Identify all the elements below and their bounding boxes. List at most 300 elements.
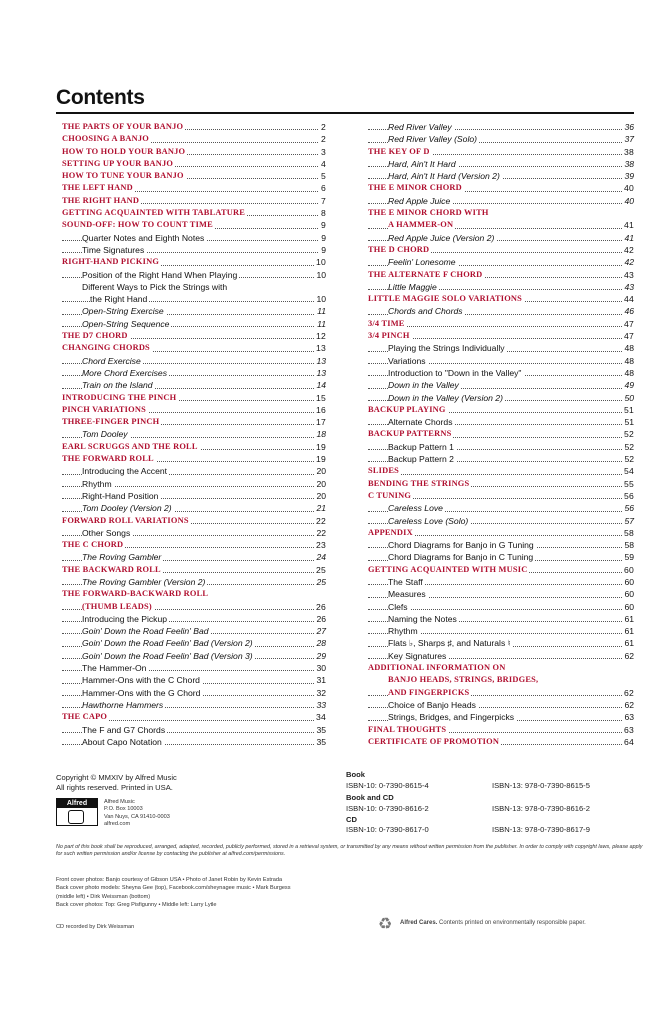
toc-page-number: 49: [624, 380, 634, 391]
toc-entry-title: Alternate Chords: [388, 417, 453, 428]
toc-entry-title: C TUNING: [368, 490, 412, 500]
page-title: Contents: [56, 86, 145, 109]
toc-entry-title: PINCH VARIATIONS: [62, 404, 146, 414]
toc-chapter-entry: [62, 441, 326, 453]
toc-entry-title: Measures: [388, 589, 426, 600]
toc-page-number: 38: [624, 146, 634, 157]
toc-page-number: 56: [624, 490, 634, 501]
publisher-city: Van Nuys, CA 91410-0003: [104, 813, 170, 820]
toc-chapter-entry: [62, 564, 326, 576]
toc-chapter-entry: [62, 207, 326, 219]
toc-page-number: 18: [316, 429, 326, 440]
toc-entry-title: Clefs: [388, 601, 408, 612]
toc-sub-entry: [62, 551, 326, 563]
toc-sub-entry: [62, 674, 326, 686]
toc-entry-title: 3/4 TIME: [368, 318, 405, 328]
toc-page-number: 64: [624, 736, 634, 747]
toc-page-number: 28: [316, 638, 326, 649]
toc-chapter-entry: [368, 330, 634, 342]
toc-page-number: 25: [316, 564, 326, 575]
toc-entry-title: The Roving Gambler: [82, 552, 162, 563]
toc-sub-entry: [62, 662, 326, 674]
toc-page-number: 58: [624, 527, 634, 538]
copyright-line: Copyright © MMXIV by Alfred Music: [56, 773, 177, 782]
toc-entry-title: The Hammer-On: [82, 663, 147, 674]
toc-chapter-entry: [62, 146, 326, 158]
toc-sub-entry: [62, 367, 326, 379]
toc-page-number: 41: [624, 220, 634, 231]
toc-entry-title: Flats ♭, Sharps ♯, and Naturals ♮: [388, 638, 511, 649]
toc-entry-title: THE RIGHT HAND: [62, 195, 140, 205]
toc-sub-entry: [62, 613, 326, 625]
toc-entry-title: THE D7 CHORD: [62, 331, 128, 341]
toc-sub-entry: [368, 539, 634, 551]
toc-entry-title: RIGHT-HAND PICKING: [62, 257, 160, 267]
toc-page-number: 60: [624, 564, 634, 575]
toc-sub-entry: [368, 170, 634, 182]
toc-entry-title: Red Apple Juice (Version 2): [388, 232, 495, 243]
toc-entry-title: Red Apple Juice: [388, 195, 451, 206]
toc-entry-title: BACKUP PLAYING: [368, 404, 446, 414]
toc-chapter-entry: [62, 416, 326, 428]
toc-sub-entry: [62, 305, 326, 317]
toc-right-column: [368, 121, 634, 748]
toc-chapter-entry: [62, 158, 326, 170]
toc-page-number: 13: [316, 355, 326, 366]
toc-page-number: 12: [316, 331, 326, 342]
toc-chapter-entry: [368, 527, 634, 539]
toc-entry-title: THE D CHORD: [368, 244, 430, 254]
toc-chapter-entry: [368, 404, 634, 416]
toc-entry-title: FINAL THOUGHTS: [368, 724, 447, 734]
toc-entry-title: THE BACKWARD ROLL: [62, 564, 161, 574]
toc-chapter-entry: [368, 724, 634, 736]
isbn-book-13: ISBN-13: 978-0-7390-8615-5: [492, 781, 590, 790]
toc-sub-entry: [368, 588, 634, 600]
toc-entry-title: INTRODUCING THE PINCH: [62, 392, 177, 402]
alfred-logo-text: Alfred: [57, 799, 97, 808]
toc-page-number: 41: [624, 232, 634, 243]
toc-entry-title: Choice of Banjo Heads: [388, 699, 476, 710]
toc-page-number: 15: [316, 392, 326, 403]
alfred-logo: [56, 798, 98, 826]
toc-entry-title: A HAMMER-ON: [388, 220, 454, 230]
photo-credits: [56, 876, 356, 910]
toc-page-number: 10: [316, 269, 326, 280]
publisher-name: Alfred Music: [104, 799, 135, 805]
toc-entry-title: Other Songs: [82, 527, 131, 538]
toc-page-number: 24: [316, 552, 326, 563]
toc-page-number: 36: [624, 122, 634, 132]
toc-entry-title: Different Ways to Pick the Strings with: [82, 281, 228, 292]
toc-page-number: 6: [321, 183, 326, 194]
publisher-box: P.O. Box 10003: [104, 806, 143, 813]
toc-sub-entry: [368, 133, 634, 145]
toc-page-number: 60: [624, 576, 634, 587]
toc-chapter-entry: [368, 293, 634, 305]
toc-sub-entry: [368, 367, 634, 379]
toc-page-number: 13: [316, 343, 326, 354]
toc-sub-entry: [62, 527, 326, 539]
toc-page-number: 33: [316, 699, 326, 710]
toc-entry-title: Down in the Valley (Version 2): [388, 392, 503, 403]
toc-page-number: 13: [316, 367, 326, 378]
toc-page-number: 47: [624, 318, 634, 329]
toc-entry-title: Hard, Ain't It Hard: [388, 158, 456, 169]
credit-line: (middle left) • Dirk Weissman (bottom): [56, 893, 151, 900]
toc-page-number: 43: [624, 281, 634, 292]
toc-entry-title: FORWARD ROLL VARIATIONS: [62, 515, 189, 525]
toc-entry-title: HOW TO TUNE YOUR BANJO: [62, 171, 184, 181]
toc-page-number: 38: [624, 158, 634, 169]
toc-entry-title: Chord Diagrams for Banjo in G Tuning: [388, 540, 534, 551]
toc-page-number: 56: [624, 503, 634, 514]
toc-chapter-entry: [368, 318, 634, 330]
toc-chapter-entry: [368, 478, 634, 490]
toc-entry-title: Introducing the Pickup: [82, 613, 168, 624]
recycle-icon: ♻: [378, 916, 393, 933]
toc-page-number: 19: [316, 441, 326, 452]
toc-entry-title: CHANGING CHORDS: [62, 343, 150, 353]
toc-sub-entry: [368, 355, 634, 367]
toc-sub-entry: [368, 392, 634, 404]
toc-page-number: 17: [316, 417, 326, 428]
toc-entry-title: The F and G7 Chords: [82, 724, 166, 735]
toc-chapter-entry: [368, 207, 634, 219]
toc-entry-title: THE KEY OF D: [368, 146, 430, 156]
toc-chapter-entry: [62, 219, 326, 231]
toc-page-number: 43: [624, 269, 634, 280]
toc-entry-title: Backup Pattern 2: [388, 454, 454, 465]
toc-chapter-entry: [62, 588, 326, 600]
toc-entry-title: Playing the Strings Individually: [388, 343, 505, 354]
toc-sub-entry: [62, 724, 326, 736]
toc-entry-title: HOW TO HOLD YOUR BANJO: [62, 146, 186, 156]
toc-entry-title: GETTING ACQUAINTED WITH TABLATURE: [62, 208, 246, 218]
toc-sub-entry: [62, 736, 326, 748]
toc-entry-title: THREE-FINGER PINCH: [62, 417, 160, 427]
toc-chapter-entry: [368, 490, 634, 502]
toc-page-number: 14: [316, 380, 326, 391]
toc-entry-title: CHOOSING A BANJO: [62, 134, 149, 144]
toc-entry-title: Train on the Island: [82, 380, 153, 391]
toc-page-number: 3: [321, 146, 326, 157]
toc-sub-entry: [62, 625, 326, 637]
toc-page-number: 20: [316, 478, 326, 489]
toc-page-number: 2: [321, 134, 326, 145]
toc-sub-entry: [368, 699, 634, 711]
toc-sub-entry: [62, 428, 326, 440]
toc-page-number: 31: [316, 675, 326, 686]
isbn-cd-label: CD: [346, 815, 357, 824]
toc-entry-title: SLIDES: [368, 466, 399, 476]
isbn-bookcd-label: Book and CD: [346, 793, 394, 802]
alfred-cares-note: [400, 920, 586, 926]
toc-entry-title: Chords and Chords: [388, 306, 463, 317]
toc-entry-title: Right-Hand Position: [82, 490, 159, 501]
toc-sub-entry: [368, 379, 634, 391]
toc-entry-title: SETTING UP YOUR BANJO: [62, 158, 174, 168]
toc-sub-entry: [368, 637, 634, 649]
toc-page-number: 42: [624, 257, 634, 268]
toc-page-number: 9: [321, 220, 326, 231]
toc-chapter-entry: [368, 146, 634, 158]
toc-sub-entry: [62, 687, 326, 699]
toc-sub-entry: [368, 441, 634, 453]
toc-entry-title: Feelin' Lonesome: [388, 257, 456, 268]
toc-entry-title: Hawthorne Hammers: [82, 699, 164, 710]
toc-entry-title: Hammer-Ons with the G Chord: [82, 687, 201, 698]
toc-sub-entry: [368, 281, 634, 293]
toc-page-number: 62: [624, 687, 634, 698]
credit-line: Front cover photos: Banjo courtesy of Gibson USA • Photo of Janet Robin by Kevin Estrada: [56, 877, 283, 883]
toc-entry-title: Little Maggie: [388, 281, 437, 292]
toc-page-number: 7: [321, 195, 326, 206]
toc-page-number: 55: [624, 478, 634, 489]
toc-entry-title: The Roving Gambler (Version 2): [82, 576, 206, 587]
toc-page-number: 4: [321, 158, 326, 169]
toc-chapter-entry: [368, 219, 634, 231]
toc-entry-title: Tom Dooley: [82, 429, 128, 440]
toc-page-number: 26: [316, 601, 326, 612]
toc-entry-title: THE E MINOR CHORD: [368, 183, 462, 193]
toc-page-number: 46: [624, 306, 634, 317]
toc-sub-entry: [368, 121, 634, 133]
toc-chapter-entry: [62, 342, 326, 354]
toc-sub-entry: [62, 379, 326, 391]
isbn-book-10: ISBN-10: 0-7390-8615-4: [346, 781, 429, 790]
toc-sub-entry: [368, 305, 634, 317]
toc-page-number: 19: [316, 454, 326, 465]
toc-page-number: 61: [624, 638, 634, 649]
toc-entry-title: Careless Love: [388, 503, 443, 514]
toc-page-number: 22: [316, 515, 326, 526]
toc-sub-entry: [62, 244, 326, 256]
copyright-notice: No part of this book shall be reproduced, arranged, adapted, recorded, publicly performed, stored in a retrieval system, or transmitted by any means without written permission from the publisher. In order to comply with copyright laws, please apply for such written permission and/or license by contacting the publisher at alfred.com/permissions.: [56, 844, 643, 858]
toc-page-number: 51: [624, 417, 634, 428]
toc-page-number: 39: [624, 171, 634, 182]
toc-page-number: 34: [316, 712, 326, 723]
leader-dots: [368, 474, 634, 475]
toc-entry-title: Careless Love (Solo): [388, 515, 469, 526]
toc-entry-title: LITTLE MAGGIE SOLO VARIATIONS: [368, 294, 523, 304]
toc-page-number: 42: [624, 244, 634, 255]
toc-sub-entry: [368, 502, 634, 514]
toc-page-number: 26: [316, 613, 326, 624]
toc-page-number: 5: [321, 171, 326, 182]
toc-page-number: 62: [624, 699, 634, 710]
toc-page-number: 51: [624, 404, 634, 415]
toc-page-number: 29: [316, 650, 326, 661]
toc-entry-title: THE ALTERNATE F CHORD: [368, 269, 483, 279]
toc-page-number: 54: [624, 466, 634, 477]
toc-chapter-entry: [62, 182, 326, 194]
toc-entry-title: (THUMB LEADS): [82, 601, 152, 611]
toc-page-number: 22: [316, 527, 326, 538]
toc-chapter-entry: [62, 256, 326, 268]
toc-page-number: 47: [624, 331, 634, 342]
toc-page-number: 60: [624, 589, 634, 600]
toc-chapter-entry: [62, 601, 326, 613]
toc-entry-title: Key Signatures: [388, 650, 447, 661]
isbn-bookcd-13: ISBN-13: 978-0-7390-8616-2: [492, 804, 590, 813]
toc-entry-title: THE E MINOR CHORD WITH: [368, 208, 489, 218]
toc-page-number: 48: [624, 343, 634, 354]
toc-sub-entry: [62, 637, 326, 649]
toc-page-number: 52: [624, 429, 634, 440]
toc-entry-title: Time Signatures: [82, 244, 145, 255]
toc-page-number: 20: [316, 490, 326, 501]
toc-page-number: 10: [316, 257, 326, 268]
toc-sub-entry: [368, 625, 634, 637]
toc-page-number: 63: [624, 724, 634, 735]
toc-entry-title: THE PARTS OF YOUR BANJO: [62, 122, 184, 131]
toc-sub-entry: [62, 269, 326, 281]
toc-entry-title: The Staff: [388, 576, 423, 587]
toc-entry-title: the Right Hand: [90, 294, 148, 305]
toc-page-number: 9: [321, 244, 326, 255]
toc-page-number: 40: [624, 183, 634, 194]
toc-entry-title: Down in the Valley: [388, 380, 459, 391]
toc-entry-title: More Chord Exercises: [82, 367, 168, 378]
toc-sub-entry: [368, 613, 634, 625]
toc-entry-title: Naming the Notes: [388, 613, 457, 624]
toc-entry-title: Position of the Right Hand When Playing: [82, 269, 238, 280]
toc-entry-title: AND FINGERPICKS: [388, 687, 470, 697]
toc-page-number: 52: [624, 454, 634, 465]
toc-page-number: 20: [316, 466, 326, 477]
toc-chapter-entry: [368, 662, 634, 674]
toc-sub-entry: [368, 416, 634, 428]
toc-sub-entry: [368, 342, 634, 354]
toc-page-number: 57: [624, 515, 634, 526]
toc-entry-title: THE CAPO: [62, 712, 108, 722]
title-rule: [56, 112, 634, 114]
toc-sub-entry: [62, 465, 326, 477]
toc-entry-title: EARL SCRUGGS AND THE ROLL: [62, 441, 198, 451]
toc-chapter-entry: [368, 736, 634, 748]
toc-sub-entry: [62, 293, 326, 305]
toc-page-number: 62: [624, 650, 634, 661]
toc-entry-title: Open-String Exercise: [82, 306, 164, 317]
toc-page-number: 35: [316, 724, 326, 735]
toc-sub-entry: [62, 576, 326, 588]
toc-entry-title: Introducing the Accent: [82, 466, 168, 477]
isbn-cd-10: ISBN-10: 0-7390-8617-0: [346, 825, 429, 834]
toc-chapter-entry: [62, 392, 326, 404]
toc-page-number: 50: [624, 392, 634, 403]
toc-entry-title: About Capo Notation: [82, 736, 162, 747]
toc-page-number: 60: [624, 601, 634, 612]
toc-sub-entry: [368, 158, 634, 170]
toc-page-number: 61: [624, 613, 634, 624]
toc-page-number: 48: [624, 355, 634, 366]
toc-chapter-entry: [368, 269, 634, 281]
alfred-logo-mark: [68, 810, 84, 824]
toc-chapter-entry: [368, 465, 634, 477]
toc-page-number: 40: [624, 195, 634, 206]
toc-entry-title: CERTIFICATE OF PROMOTION: [368, 736, 500, 746]
toc-page-number: 58: [624, 540, 634, 551]
toc-sub-entry: [368, 551, 634, 563]
toc-page-number: 8: [321, 208, 326, 219]
cd-recorded-credit: CD recorded by Dirk Weissman: [56, 924, 135, 930]
toc-page-number: 63: [624, 712, 634, 723]
toc-sub-entry: [368, 576, 634, 588]
toc-chapter-entry: [62, 170, 326, 182]
toc-sub-entry: [368, 195, 634, 207]
toc-chapter-entry: [368, 564, 634, 576]
toc-chapter-entry: [62, 515, 326, 527]
toc-sub-entry: [62, 490, 326, 502]
toc-sub-entry: [62, 318, 326, 330]
toc-page-number: 11: [317, 306, 326, 317]
toc-chapter-entry: [62, 711, 326, 723]
toc-sub-entry: [62, 281, 326, 293]
toc-chapter-entry: [368, 687, 634, 699]
toc-chapter-entry: [62, 453, 326, 465]
toc-entry-title: Introduction to "Down in the Valley": [388, 367, 522, 378]
toc-page-number: 2: [321, 122, 326, 132]
toc-entry-title: THE LEFT HAND: [62, 183, 133, 193]
toc-sub-entry: [368, 256, 634, 268]
toc-sub-entry: [368, 232, 634, 244]
toc-page-number: 30: [316, 663, 326, 674]
toc-sub-entry: [368, 515, 634, 527]
toc-sub-entry: [62, 478, 326, 490]
toc-sub-entry: [62, 699, 326, 711]
toc-entry-title: Goin' Down the Road Feelin' Bad: [82, 626, 209, 637]
toc-sub-entry: [62, 650, 326, 662]
toc-sub-entry: [368, 711, 634, 723]
toc-entry-title: THE FORWARD ROLL: [62, 454, 154, 464]
toc-sub-entry: [368, 601, 634, 613]
toc-page-number: 32: [316, 687, 326, 698]
toc-chapter-entry: [368, 674, 634, 686]
toc-entry-title: BACKUP PATTERNS: [368, 429, 452, 439]
toc-entry-title: Hammer-Ons with the C Chord: [82, 675, 200, 686]
toc-entry-title: Hard, Ain't It Hard (Version 2): [388, 171, 500, 182]
toc-entry-title: THE FORWARD-BACKWARD ROLL: [62, 589, 209, 599]
toc-entry-title: Chord Diagrams for Banjo in C Tuning: [388, 552, 534, 563]
toc-entry-title: Variations: [388, 355, 426, 366]
leader-dots: [368, 326, 634, 327]
toc-entry-title: Red River Valley (Solo): [388, 134, 477, 145]
toc-entry-title: APPENDIX: [368, 527, 413, 537]
toc-sub-entry: [62, 232, 326, 244]
toc-page-number: 48: [624, 367, 634, 378]
toc-page-number: 23: [316, 540, 326, 551]
toc-entry-title: Backup Pattern 1: [388, 441, 454, 452]
toc-sub-entry: [62, 502, 326, 514]
toc-entry-title: Rhythm: [82, 478, 112, 489]
toc-page-number: 44: [624, 294, 634, 305]
toc-left-column: [62, 121, 326, 748]
toc-entry-title: SOUND-OFF: HOW TO COUNT TIME: [62, 220, 213, 230]
isbn-cd-13: ISBN-13: 978-0-7390-8617-9: [492, 825, 590, 834]
toc-chapter-entry: [62, 121, 326, 133]
rights-line: All rights reserved. Printed in USA.: [56, 783, 173, 792]
toc-entry-title: ADDITIONAL INFORMATION ON: [368, 663, 506, 673]
toc-sub-entry: [368, 650, 634, 662]
toc-entry-title: THE C CHORD: [62, 540, 124, 550]
toc-page-number: 35: [316, 736, 326, 747]
toc-page-number: 52: [624, 441, 634, 452]
toc-chapter-entry: [62, 404, 326, 416]
toc-page-number: 61: [624, 626, 634, 637]
toc-chapter-entry: [62, 330, 326, 342]
toc-entry-title: Quarter Notes and Eighth Notes: [82, 232, 205, 243]
